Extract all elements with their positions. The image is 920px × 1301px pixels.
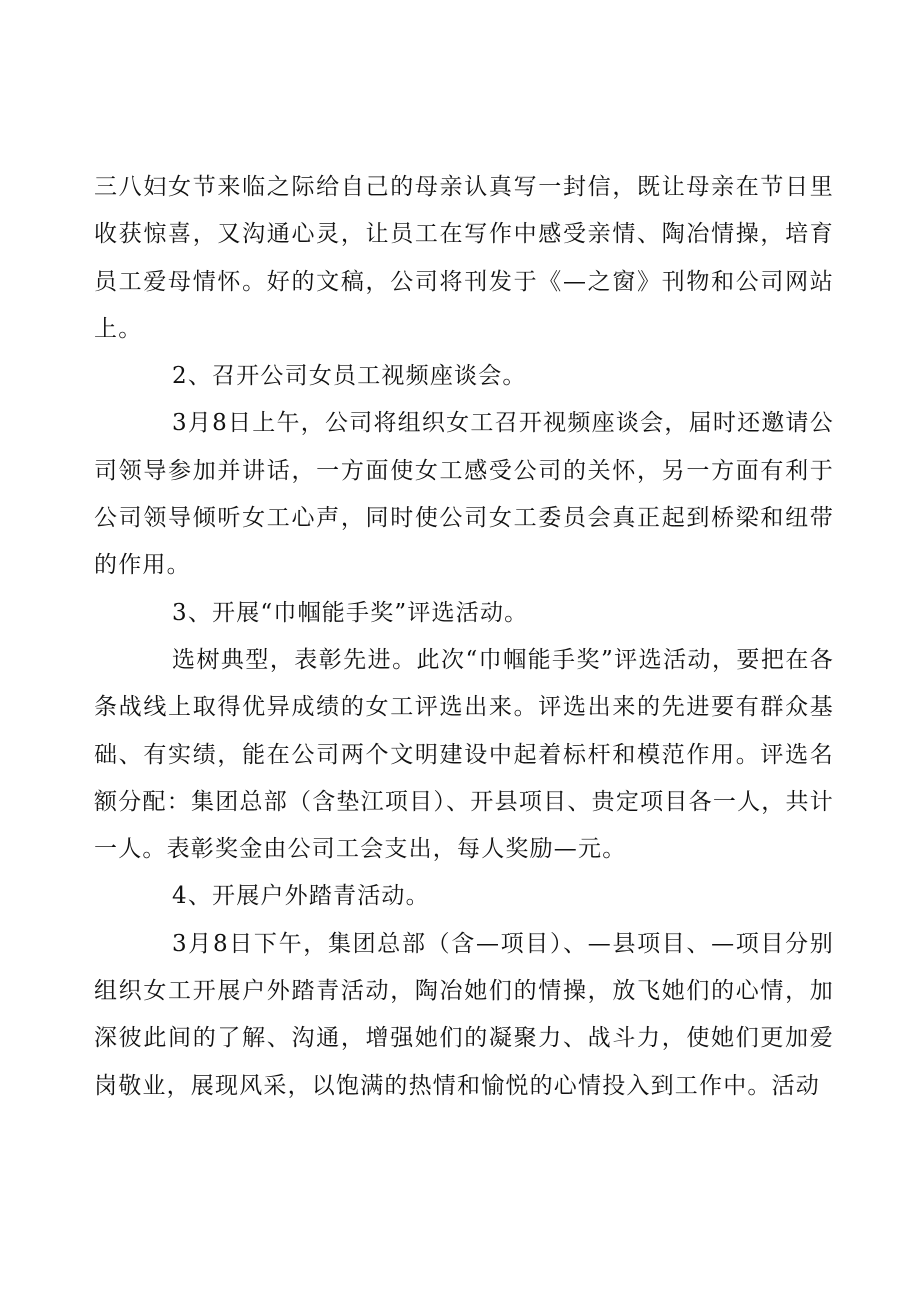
section-heading-video-forum: 2、召开公司女员工视频座谈会。 xyxy=(172,363,527,390)
body-paragraph-video-forum: 3月8日上午，公司将组织女工召开视频座谈会，届时还邀请公司领导参加并讲话，一方面使女工感受公司的关怀，另一方面有利于公司领导倾听女工心声，同时使公司女工委员会真正起到桥梁和纽带的作用。 xyxy=(94,410,834,579)
document-body xyxy=(94,164,834,1110)
section-heading-award: 3、开展“巾帼能手奖”评选活动。 xyxy=(172,599,529,626)
section-heading-outing: 4、开展户外踏青活动。 xyxy=(172,883,430,910)
body-paragraph-letter: 三八妇女节来临之际给自己的母亲认真写一封信，既让母亲在节日里收获惊喜，又沟通心灵，让员工在写作中感受亲情、陶冶情操，培育员工爱母情怀。好的文稿，公司将刊发于《—之窗》刊物和公司网站上。 xyxy=(94,174,834,342)
body-paragraph-outing: 3月8日下午，集团总部（含—项目）、—县项目、—项目分别组织女工开展户外踏青活动，陶冶她们的情操，放飞她们的心情，加深彼此间的了解、沟通，增强她们的凝聚力、战斗力，使她们更加爱岗敬业，展现风采，以饱满的热情和愉悦的心情投入到工作中。活动 xyxy=(94,930,834,1099)
body-paragraph-award: 选树典型，表彰先进。此次“巾帼能手奖”评选活动，要把在各条战线上取得优异成绩的女工评选出来。评选出来的先进要有群众基础、有实绩，能在公司两个文明建设中起着标杆和模范作用。评选名额分配：集团总部（含垫江项目）、开县项目、贵定项目各一人，共计一人。表彰奖金由公司工会支出，每人奖励—元。 xyxy=(94,646,834,863)
